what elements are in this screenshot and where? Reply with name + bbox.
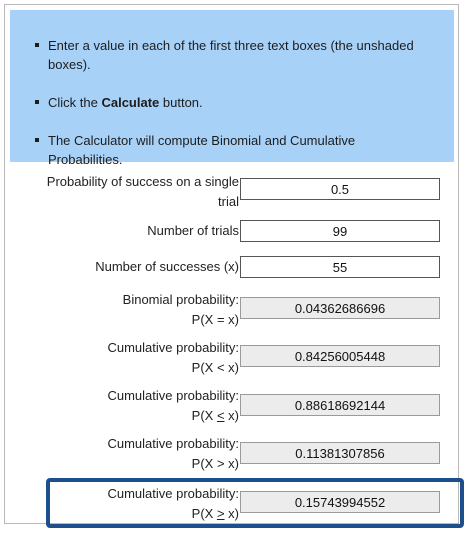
cumulative-ge-operator: > bbox=[216, 506, 225, 521]
trials-row bbox=[10, 220, 454, 244]
instruction-click-prefix: Click the bbox=[48, 95, 102, 110]
successes-label: Number of successes (x) bbox=[95, 259, 239, 274]
cumulative-le-label bbox=[24, 386, 239, 426]
cumulative-le-expression bbox=[24, 406, 239, 426]
probability-label-line1: Probability of success on a single bbox=[46, 174, 239, 189]
cumulative-le-label-text: Cumulative probability: bbox=[107, 388, 239, 403]
cumulative-gt-expression: P(X > x) bbox=[191, 456, 239, 471]
cumulative-le-output bbox=[240, 394, 440, 416]
cumulative-le-expr-suffix: x) bbox=[224, 408, 239, 423]
instructions-panel bbox=[10, 10, 454, 167]
instruction-enter-values bbox=[48, 36, 432, 74]
instruction-calculate-word: Calculate bbox=[101, 95, 160, 110]
probability-label-line2: trial bbox=[218, 194, 239, 209]
binomial-label bbox=[24, 290, 239, 330]
cumulative-lt-label-text: Cumulative probability: bbox=[107, 340, 239, 355]
binomial-output bbox=[240, 297, 440, 319]
instruction-click-suffix: button. bbox=[159, 95, 203, 110]
cumulative-gt-output bbox=[240, 442, 440, 464]
cumulative-gt-row bbox=[10, 434, 454, 476]
instruction-compute-text: The Calculator will compute Binomial and Cumulative Probabilities. bbox=[48, 133, 356, 167]
cumulative-lt-output bbox=[240, 345, 440, 367]
binomial-row bbox=[10, 290, 454, 332]
cumulative-lt-label bbox=[24, 338, 239, 378]
cumulative-le-expr-prefix: P(X bbox=[191, 408, 217, 423]
cumulative-ge-expr-suffix: x) bbox=[224, 506, 239, 521]
instructions-list bbox=[10, 10, 454, 169]
cumulative-lt-expression: P(X < x) bbox=[191, 360, 239, 375]
cumulative-gt-label-text: Cumulative probability: bbox=[107, 436, 239, 451]
cumulative-gt-label bbox=[24, 434, 239, 474]
instruction-click-calculate bbox=[48, 93, 432, 112]
successes-row bbox=[10, 256, 454, 280]
cumulative-ge-expr-prefix: P(X bbox=[191, 506, 217, 521]
cumulative-le-row bbox=[10, 386, 454, 428]
highlight-box bbox=[46, 478, 464, 528]
successes-input[interactable] bbox=[240, 256, 440, 278]
binomial-label-text: Binomial probability: bbox=[122, 292, 239, 307]
trials-label: Number of trials bbox=[147, 223, 239, 238]
instruction-enter-values-text: Enter a value in each of the first three text boxes (the unshaded boxes). bbox=[48, 38, 414, 72]
trials-input[interactable] bbox=[240, 220, 440, 242]
instruction-compute bbox=[48, 131, 432, 169]
cumulative-lt-row bbox=[10, 338, 454, 380]
probability-row bbox=[10, 172, 454, 212]
cumulative-le-operator: < bbox=[216, 408, 225, 423]
binomial-expression: P(X = x) bbox=[191, 312, 239, 327]
probability-input[interactable] bbox=[240, 178, 440, 200]
cumulative-ge-label-text: Cumulative probability: bbox=[107, 486, 239, 501]
probability-label bbox=[24, 172, 239, 212]
